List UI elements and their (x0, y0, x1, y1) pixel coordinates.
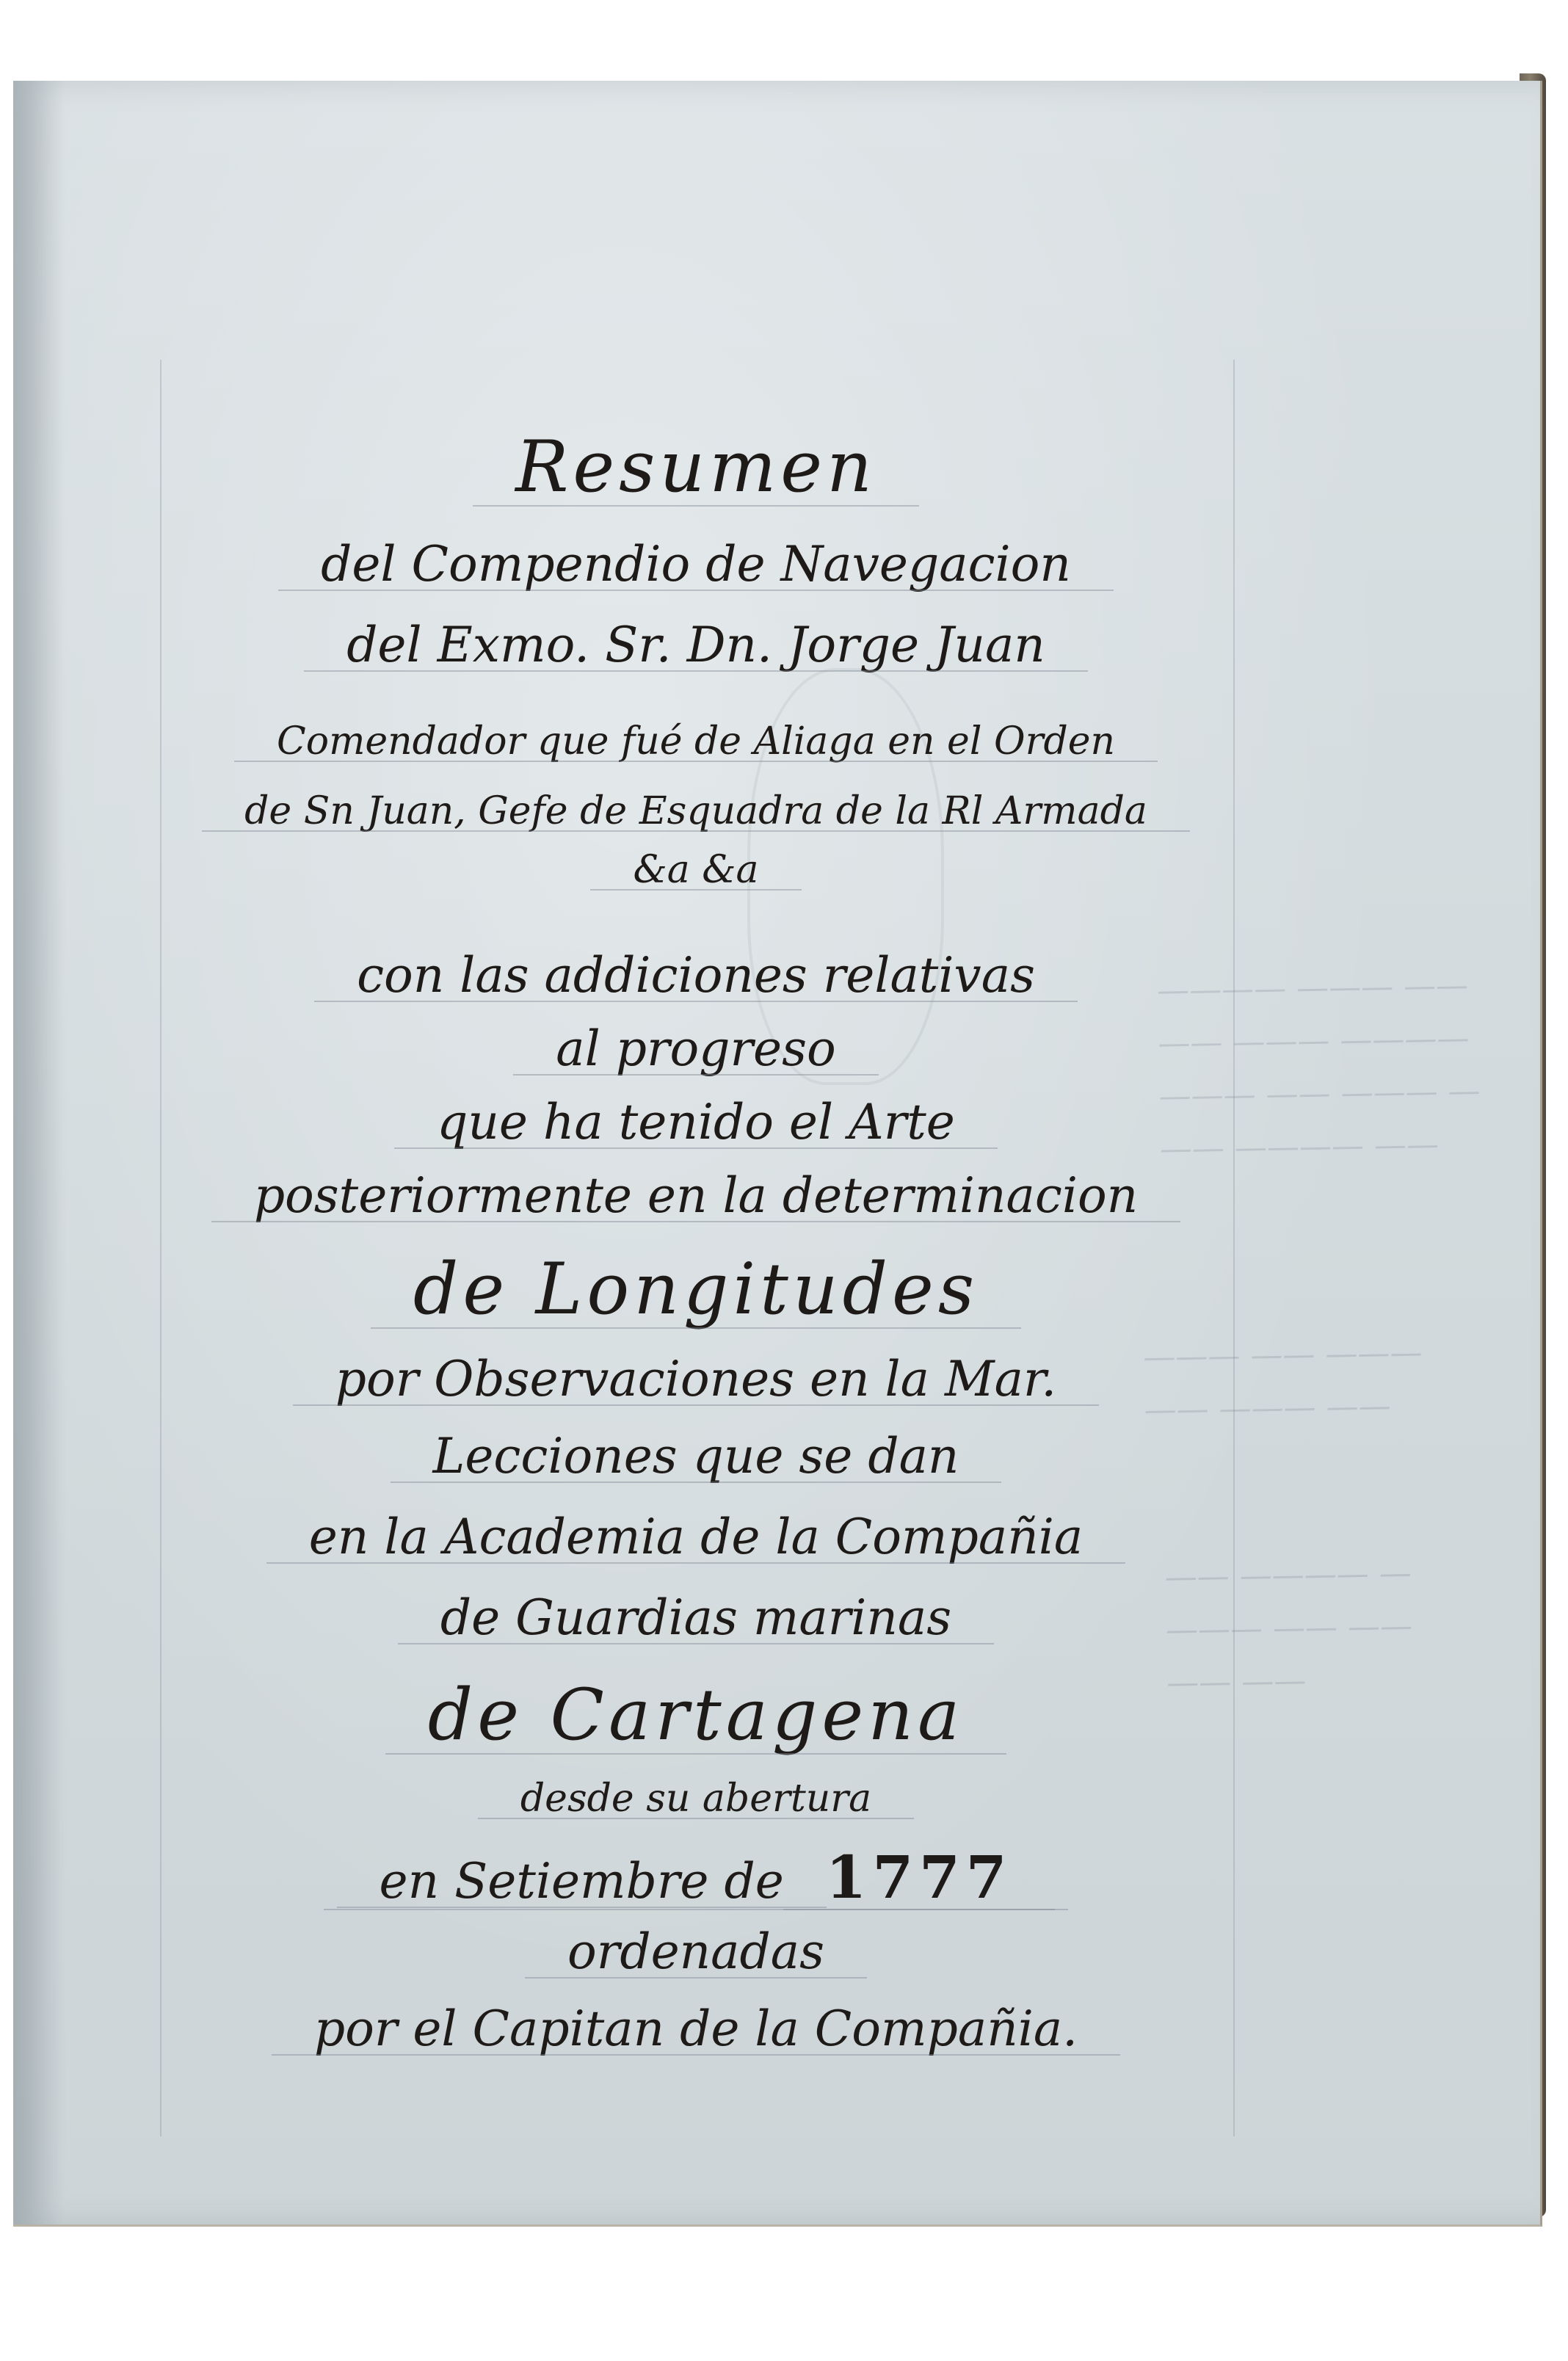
title-line: Comendador que fué de Aliaga en el Orden (160, 719, 1232, 764)
title-line: posteriormente en la determinacion (160, 1167, 1232, 1224)
reverse-ink-bleed: ———— ——— —— —— ——— ———— ——— —— ——— — —— ———— —— (1156, 966, 1481, 1168)
title-line: de Longitudes (160, 1248, 1232, 1330)
title-line: que ha tenido el Arte (160, 1094, 1232, 1150)
title-line: de Guardias marinas (160, 1589, 1232, 1646)
title-line: Resumen (160, 426, 1232, 508)
title-line: con las addiciones relativas (160, 947, 1232, 1004)
reverse-ink-bleed: ——— —— ——— —— ——— —— (1142, 1333, 1423, 1429)
reverse-ink-bleed: —— ———— — ——— —— —— —— —— (1164, 1554, 1413, 1702)
title-line: por el Capitan de la Compañia. (160, 2001, 1232, 2057)
title-line: de Sn Juan, Gefe de Esquadra de la Rl Armada (160, 789, 1232, 833)
date-month: en Setiembre de (366, 1853, 797, 1910)
date-year: 1777 (813, 1843, 1026, 1912)
title-line (160, 1843, 1232, 1912)
manuscript-page (13, 81, 1542, 2227)
title-line: desde su abertura (160, 1777, 1232, 1821)
title-line: del Exmo. Sr. Dn. Jorge Juan (160, 617, 1232, 673)
title-line: ordenadas (160, 1923, 1232, 1980)
page-gutter-shadow (13, 81, 65, 2224)
title-line: &a &a (160, 848, 1232, 892)
title-line: por Observaciones en la Mar. (160, 1351, 1232, 1407)
title-line: Lecciones que se dan (160, 1428, 1232, 1484)
title-line: al progreso (160, 1020, 1232, 1077)
title-line: en la Academia de la Compañia (160, 1509, 1232, 1565)
title-line: de Cartagena (160, 1674, 1232, 1756)
title-line: del Compendio de Navegacion (160, 536, 1232, 592)
